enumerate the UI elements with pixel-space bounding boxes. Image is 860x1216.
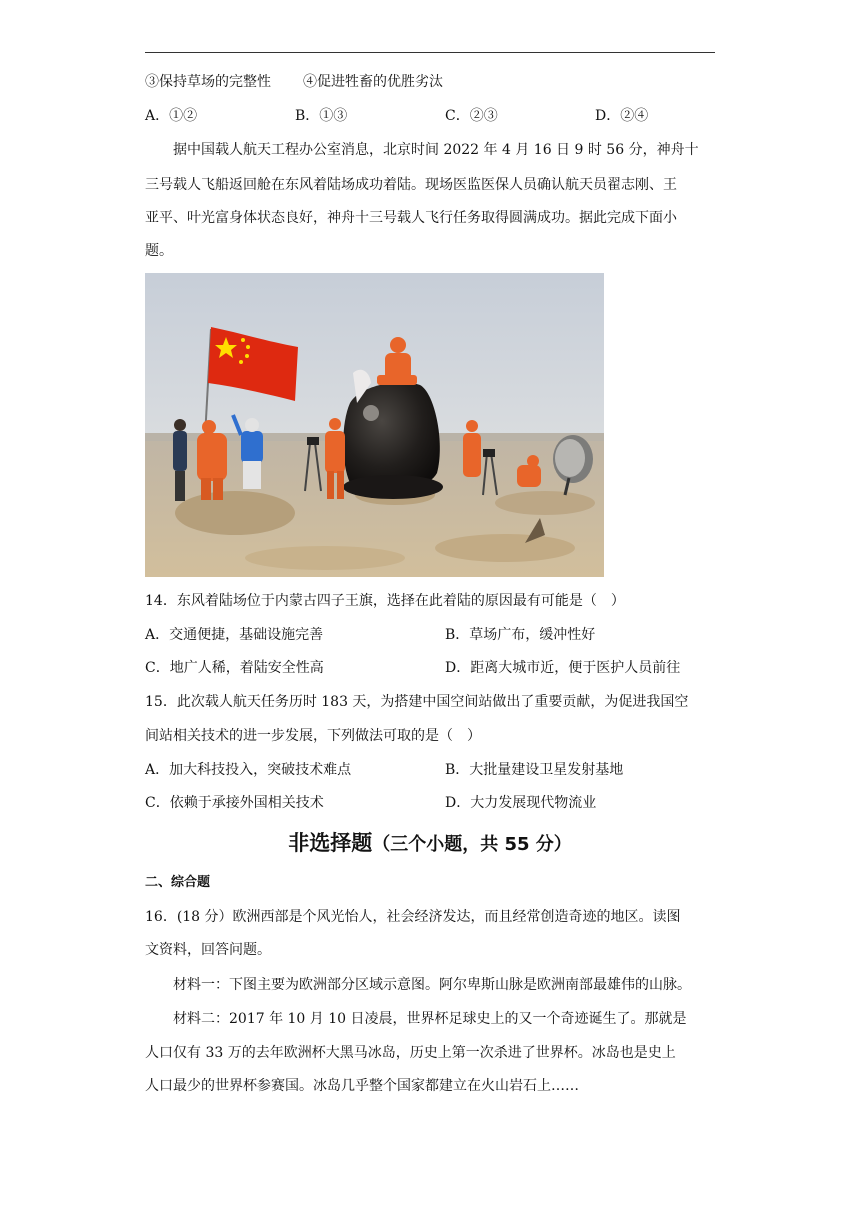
question-16-stem-line-1: 16．(18 分）欧洲西部是个风光怡人，社会经济发达，而且经常创造奇迹的地区。读图 bbox=[145, 909, 681, 925]
q13-option-a: A．①② bbox=[145, 108, 198, 124]
section-title-sub: （三个小题，共 55 分） bbox=[372, 834, 572, 855]
q13-option-c: C．②③ bbox=[445, 108, 498, 124]
q14-option-a: A．交通便捷，基础设施完善 bbox=[145, 627, 324, 643]
question-15-stem-line-2: 间站相关技术的进一步发展，下列做法可取的是（ ） bbox=[145, 728, 481, 744]
material-1: 材料一：下图主要为欧洲部分区域示意图。阿尔卑斯山脉是欧洲南部最雄伟的山脉。 bbox=[173, 977, 691, 993]
material-2-line-3: 人口最少的世界杯参赛国。冰岛几乎整个国家都建立在火山岩石上…… bbox=[145, 1078, 579, 1094]
q14-option-c: C．地广人稀，着陆安全性高 bbox=[145, 660, 324, 676]
section-title bbox=[0, 828, 860, 861]
passage-line-4: 题。 bbox=[145, 243, 173, 259]
question-15-stem-line-1: 15．此次载人航天任务历时 183 天，为搭建中国空间站做出了重要贡献，为促进我国空 bbox=[145, 694, 689, 710]
passage-line-1: 据中国载人航天工程办公室消息，北京时间 2022 年 4 月 16 日 9 时 56 分，神舟十 bbox=[173, 142, 699, 158]
q14-option-b: B．草场广布，缓冲性好 bbox=[445, 627, 596, 643]
section-title-main: 非选择题 bbox=[288, 831, 373, 855]
q15-option-b: B．大批量建设卫星发射基地 bbox=[445, 762, 624, 778]
header-rule bbox=[145, 52, 715, 53]
q13-option-d: D．②④ bbox=[595, 108, 649, 124]
question-14-stem: 14．东风着陆场位于内蒙古四子王旗，选择在此着陆的原因最有可能是（ ） bbox=[145, 593, 625, 609]
material-2-line-1: 材料二：2017 年 10 月 10 日凌晨，世界杯足球史上的又一个奇迹诞生了。那就是 bbox=[173, 1011, 687, 1027]
material-2-line-2: 人口仅有 33 万的去年欧洲杯大黑马冰岛，历史上第一次杀进了世界杯。冰岛也是史上 bbox=[145, 1045, 676, 1061]
question-13-items bbox=[145, 72, 443, 92]
part-2-heading: 二、综合题 bbox=[145, 875, 211, 890]
passage-line-2: 三号载人飞船返回舱在东风着陆场成功着陆。现场医监医保人员确认航天员翟志刚、王 bbox=[145, 177, 677, 193]
item-3: ③保持草场的完整性 bbox=[145, 74, 271, 90]
flag-and-capsule-photo bbox=[145, 273, 604, 577]
question-16-stem-line-2: 文资料，回答问题。 bbox=[145, 942, 271, 958]
passage-line-3: 亚平、叶光富身体状态良好，神舟十三号载人飞行任务取得圆满成功。据此完成下面小 bbox=[145, 210, 677, 226]
q13-option-b: B．①③ bbox=[295, 108, 348, 124]
q15-option-a: A．加大科技投入，突破技术难点 bbox=[145, 762, 352, 778]
q15-option-c: C．依赖于承接外国相关技术 bbox=[145, 795, 324, 811]
q15-option-d: D．大力发展现代物流业 bbox=[445, 795, 597, 811]
q14-option-d: D．距离大城市近，便于医护人员前往 bbox=[445, 660, 681, 676]
item-4: ④促进牲畜的优胜劣汰 bbox=[303, 74, 443, 90]
